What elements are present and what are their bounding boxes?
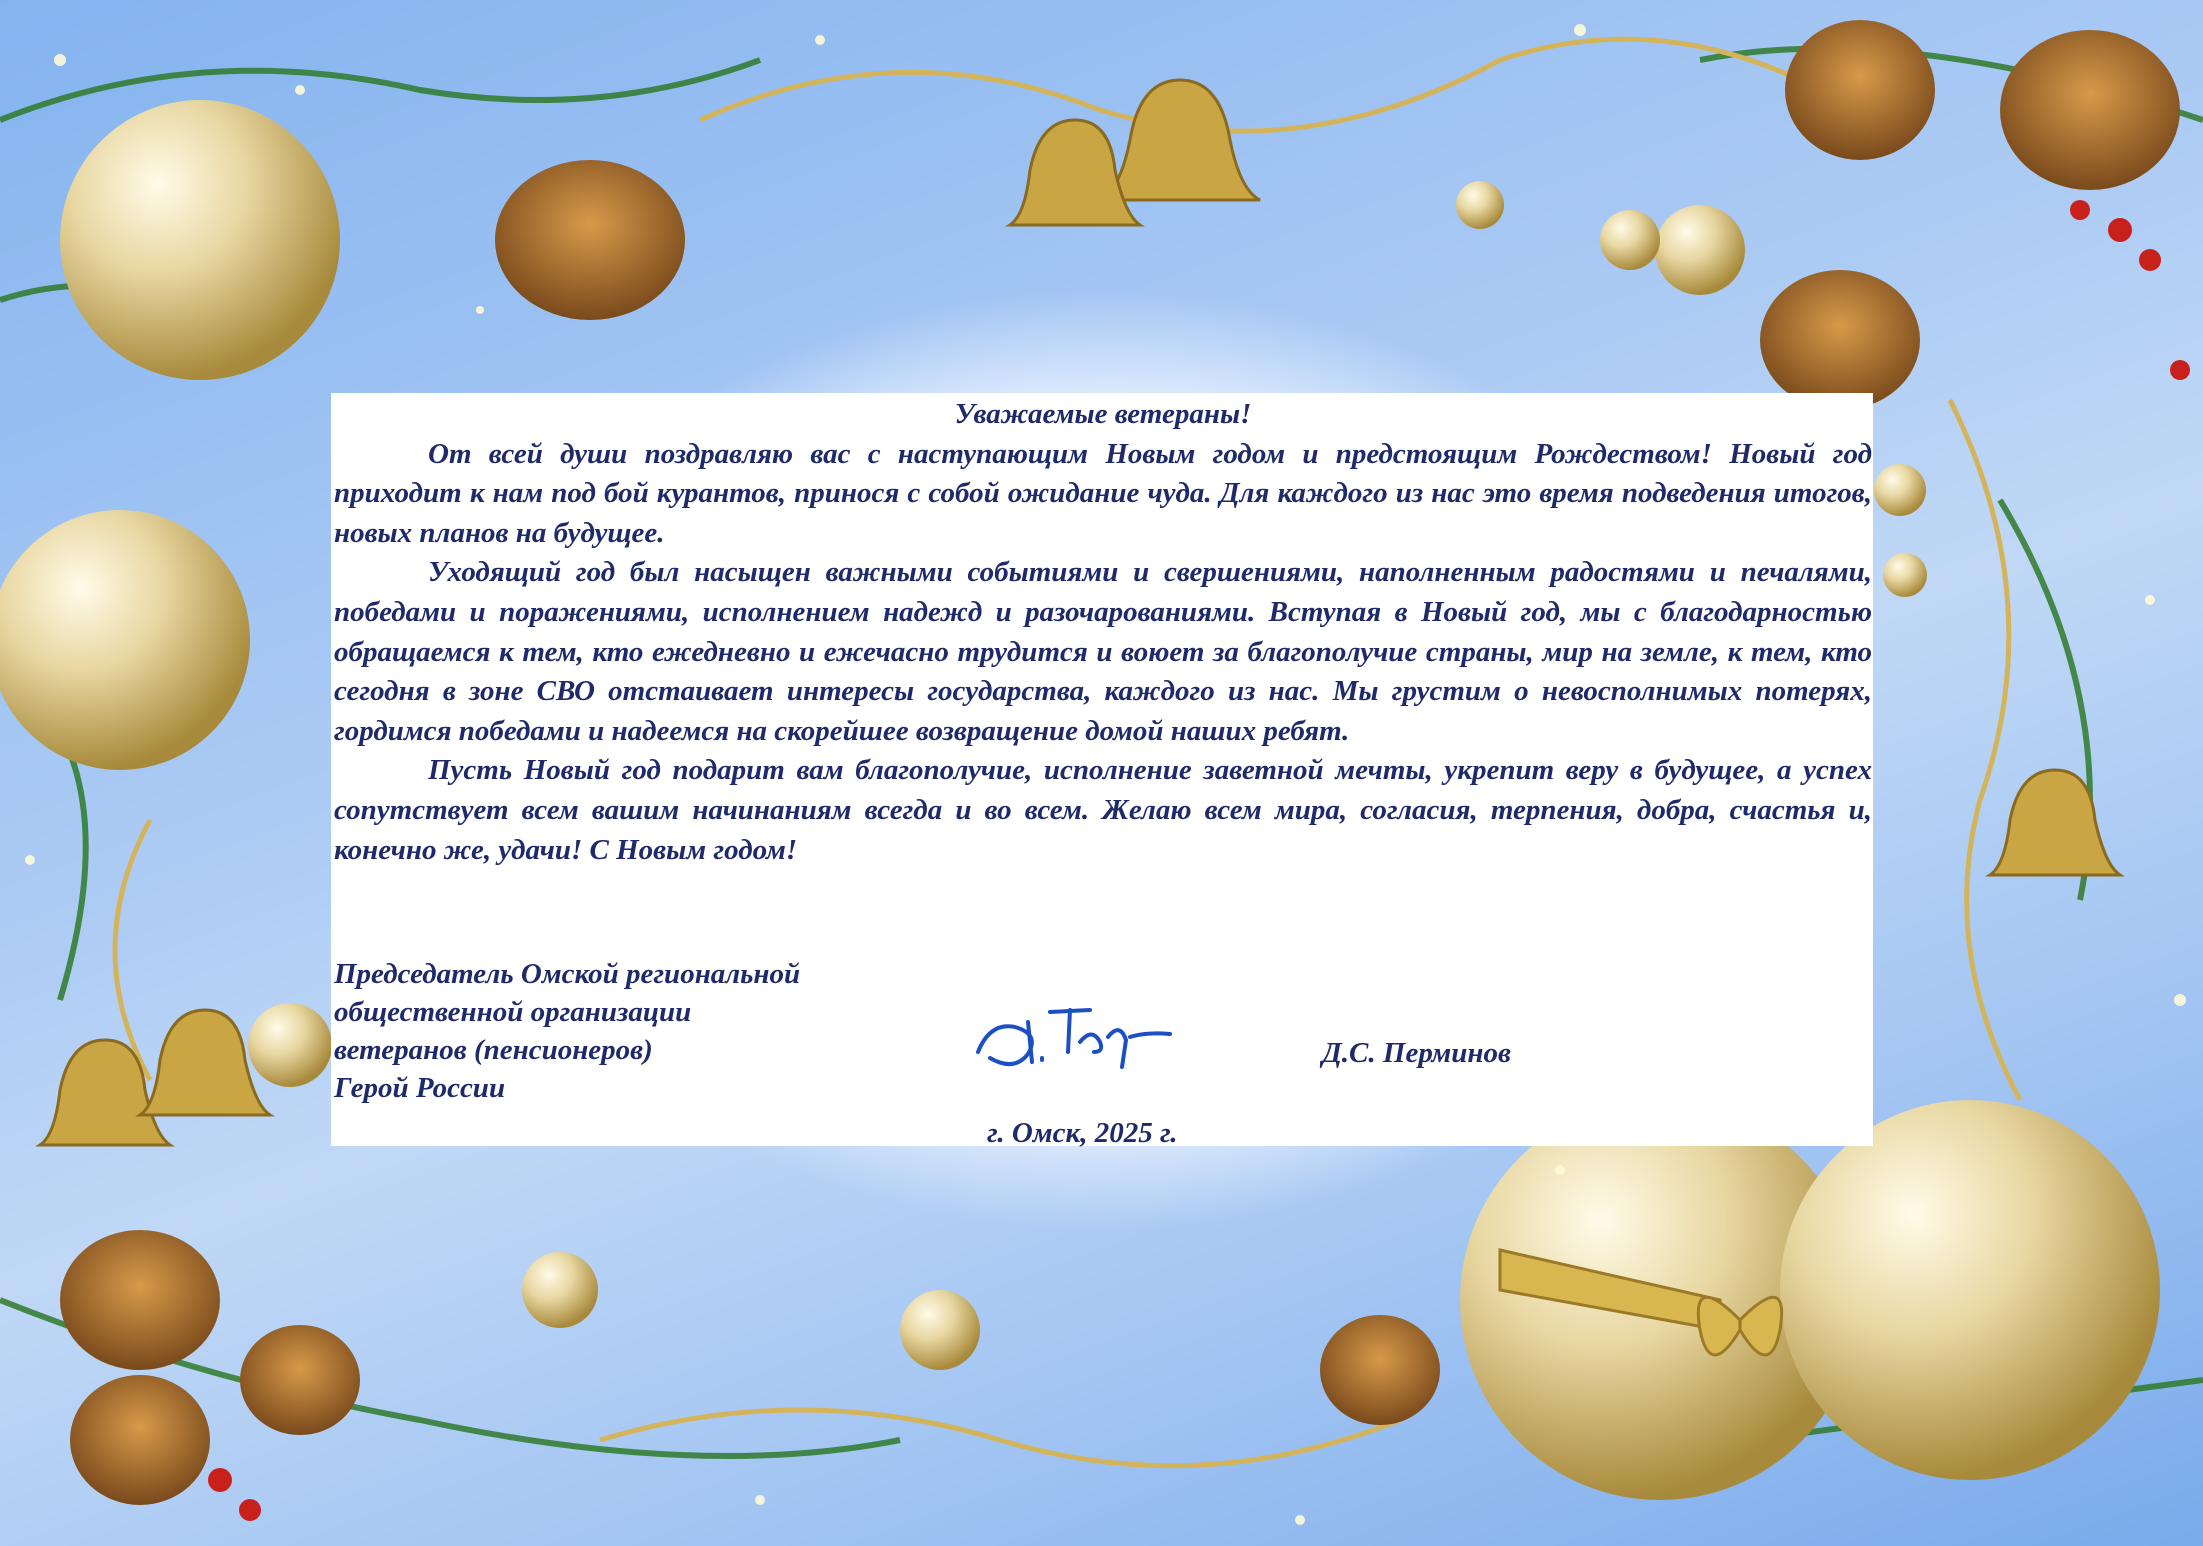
signatory-title-line: Герой России: [334, 1072, 506, 1104]
signatory-title-line: общественной организации: [334, 996, 692, 1028]
paragraph-wishes: Пусть Новый год подарит вам благополучие, исполнение заветной мечты, укрепит веру в будущее, а успех сопутствует всем вашим начинаниям всегда и во всем. Желаю всем мира, согласия, терпения, добра, счастья и, конечно же, удачи! С Новым годом!: [334, 754, 1872, 866]
place-date: г. Омск, 2025 г.: [987, 1117, 1178, 1149]
signatory-name: Д.С. Перминов: [1322, 1037, 1511, 1069]
signatory-title-line: ветеранов (пенсионеров): [334, 1034, 653, 1066]
letter-body: [334, 395, 1872, 870]
salutation: Уважаемые ветераны!: [954, 398, 1252, 430]
signatory-title-line: Председатель Омской региональной: [334, 958, 801, 990]
paragraph-greeting: От всей души поздравляю вас с наступающим Новым годом и предстоящим Рождеством! Новый год приходит к нам под бой курантов, принося с собой ожидание чуда. Для каждого из нас это время подведения итогов, новых планов на будущее.: [334, 437, 1872, 549]
paragraph-year-review: Уходящий год был насыщен важными событиями и свершениями, наполненным радостями и печалями, победами и поражениями, исполнением надежд и разочарованиями. Вступая в Новый год, мы с благодарностью обращаемся к тем, кто ежедневно и ежечасно трудится и воюет за благополучие страны, мир на земле, к тем, кто сегодня в зоне СВО отстаивает интересы государства, каждого из нас. Мы грустим о невосполнимых потерях, гордимся победами и надеемся на скорейшее возвращение домой наших ребят.: [334, 556, 1872, 747]
signatory-title: [334, 955, 1534, 1107]
handwritten-signature: [970, 992, 1180, 1082]
